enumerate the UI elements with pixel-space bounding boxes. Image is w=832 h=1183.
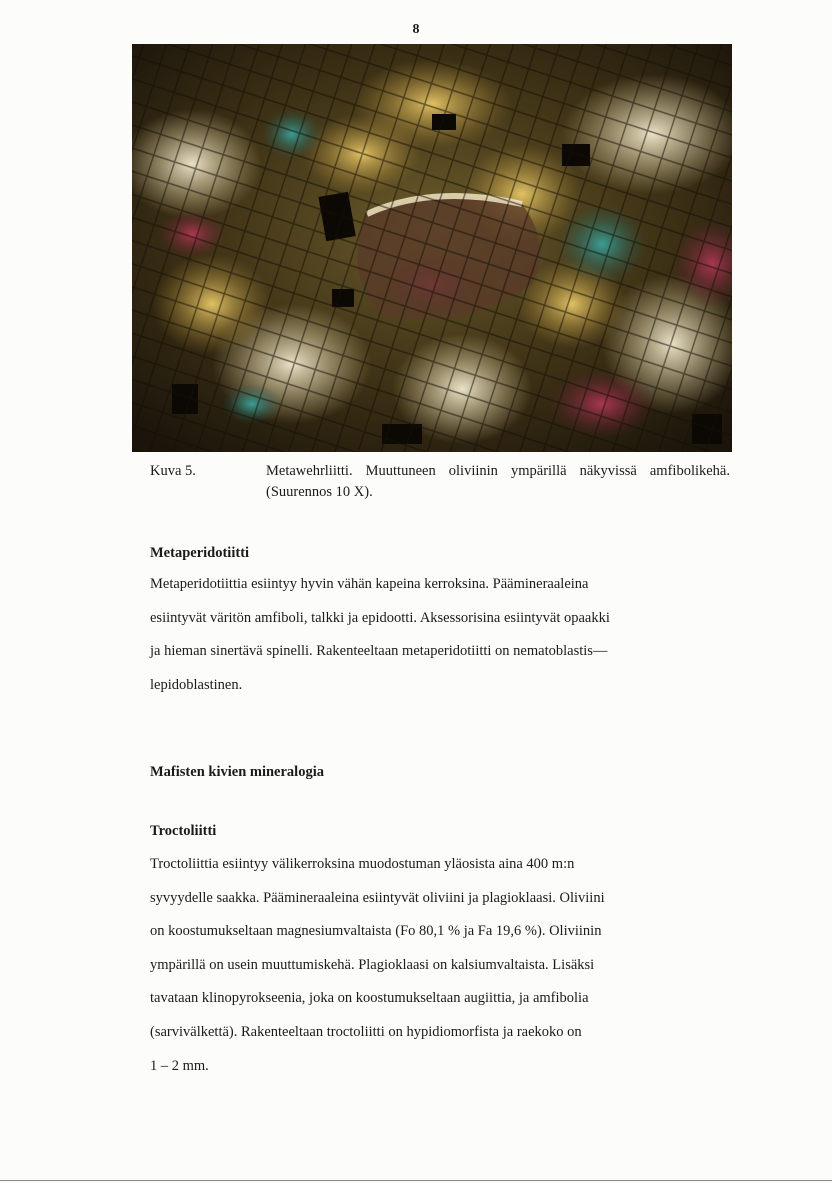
bottom-rule xyxy=(0,1180,832,1181)
figure-label: Kuva 5. xyxy=(150,463,196,479)
paragraph-line: Metaperidotiittia esiintyy hyvin vähän kapeina kerroksina. Päämineraaleina xyxy=(150,576,589,592)
paragraph-line: syvyydelle saakka. Päämineraaleina esiintyvät oliviini ja plagioklaasi. Oliviini xyxy=(150,889,605,906)
micrograph-photo xyxy=(132,44,732,452)
section-heading-metaperidotiitti: Metaperidotiitti xyxy=(150,545,250,561)
paragraph-line: esiintyvät väritön amfiboli, talkki ja epidootti. Aksessorisina esiintyvät opaakki xyxy=(150,609,610,626)
paragraph-metaperidotiitti xyxy=(150,568,728,702)
figure-caption-text: Metawehrliitti. Muuttuneen oliviinin ympärillä näkyvissä amfibolikehä. (Suurennos 10 X). xyxy=(266,463,730,500)
paragraph-line: Troctoliittia esiintyy välikerroksina muodostuman yläosista aina 400 m:n xyxy=(150,856,575,872)
section-heading-troctoliitti: Troctoliitti xyxy=(150,823,217,839)
paragraph-line: 1 – 2 mm. xyxy=(150,1057,209,1074)
paragraph-line: ympärillä on usein muuttumiskehä. Plagioklaasi on kalsiumvaltaista. Lisäksi xyxy=(150,956,595,973)
paragraph-line: (sarvivälkettä). Rakenteeltaan troctoliitti on hypidiomorfista ja raekoko on xyxy=(150,1023,582,1040)
paragraph-line: on koostumukseltaan magnesiumvaltaista (Fo 80,1 % ja Fa 19,6 %). Oliviinin xyxy=(150,923,602,940)
page-number: 8 xyxy=(412,22,420,37)
paragraph-line: lepidoblastinen. xyxy=(150,676,243,693)
paragraph-line: ja hieman sinertävä spinelli. Rakenteeltaan metaperidotiitti on nematoblastis— xyxy=(150,643,608,660)
paragraph-troctoliitti xyxy=(150,848,728,1083)
section-heading-mafisten-kivien: Mafisten kivien mineralogia xyxy=(150,764,324,780)
paragraph-line: tavataan klinopyrokseenia, joka on koostumukseltaan augiittia, ja amfibolia xyxy=(150,990,589,1007)
